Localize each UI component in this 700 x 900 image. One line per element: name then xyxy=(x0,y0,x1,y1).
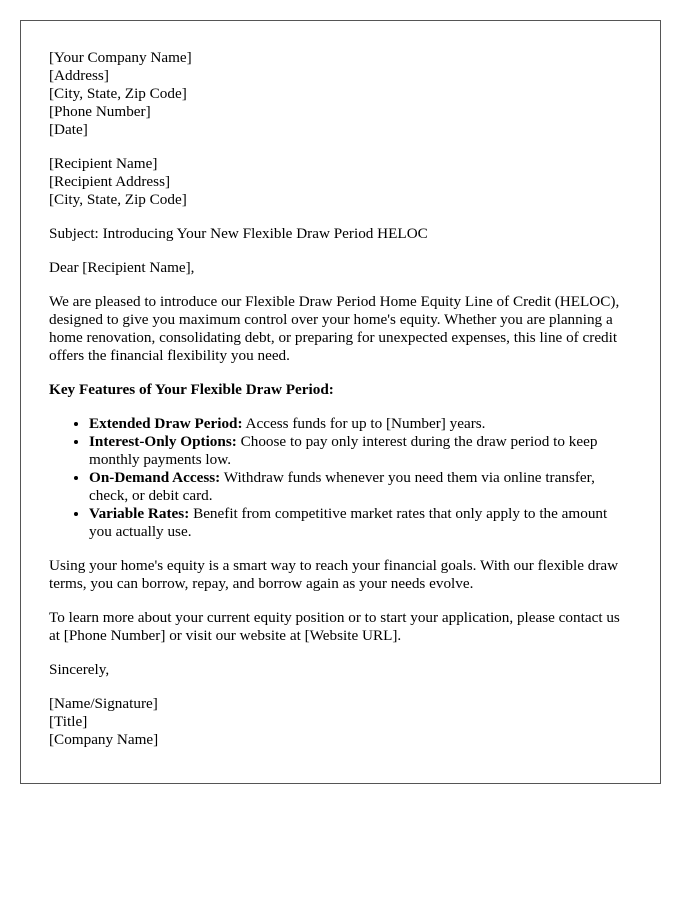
intro-paragraph: We are pleased to introduce our Flexible Draw Period Home Equity Line of Credit (HELOC), designed to give you maximum control over your home's equity. Whether you are planning a home renovation, consolidating debt, or preparing for unexpected expenses, this line of credit offers the financial flexibility you need. xyxy=(49,293,620,364)
recipient-address: [Recipient Address] xyxy=(49,173,171,190)
signature-name: [Name/Signature] xyxy=(49,695,158,712)
feature-title: Interest-Only Options: xyxy=(89,433,237,450)
feature-text: Withdraw funds whenever you need them via online transfer, check, or debit card. xyxy=(89,469,595,504)
feature-item xyxy=(89,415,632,433)
feature-item xyxy=(89,469,632,505)
signature-block xyxy=(49,695,632,749)
recipient-city-state-zip: [City, State, Zip Code] xyxy=(49,191,187,208)
sender-company-name: [Your Company Name] xyxy=(49,49,192,66)
signature-title: [Title] xyxy=(49,713,88,730)
feature-text: Benefit from competitive market rates that only apply to the amount you actually use. xyxy=(89,505,608,540)
feature-title: Variable Rates: xyxy=(89,505,190,522)
salutation: Dear [Recipient Name], xyxy=(49,259,195,276)
closing: Sincerely, xyxy=(49,661,110,678)
letter-date: [Date] xyxy=(49,121,88,138)
feature-item xyxy=(89,433,632,469)
sender-address: [Address] xyxy=(49,67,109,84)
features-list xyxy=(49,415,632,541)
feature-title: Extended Draw Period: xyxy=(89,415,243,432)
feature-item xyxy=(89,505,632,541)
body-paragraph: Using your home's equity is a smart way to reach your financial goals. With our flexible draw terms, you can borrow, repay, and borrow again as your needs evolve. xyxy=(49,557,619,592)
subject-line: Subject: Introducing Your New Flexible Draw Period HELOC xyxy=(49,225,428,242)
feature-text: Access funds for up to [Number] years. xyxy=(242,415,486,432)
signature-company: [Company Name] xyxy=(49,731,159,748)
features-heading: Key Features of Your Flexible Draw Period: xyxy=(49,381,334,398)
letter-page xyxy=(20,20,661,784)
contact-paragraph: To learn more about your current equity position or to start your application, please contact us at [Phone Number] or visit our website at [Website URL]. xyxy=(49,609,620,644)
recipient-name: [Recipient Name] xyxy=(49,155,158,172)
feature-text: Choose to pay only interest during the draw period to keep monthly payments low. xyxy=(89,433,598,468)
recipient-block xyxy=(49,155,632,209)
sender-phone: [Phone Number] xyxy=(49,103,151,120)
sender-block xyxy=(49,49,632,139)
sender-city-state-zip: [City, State, Zip Code] xyxy=(49,85,187,102)
feature-title: On-Demand Access: xyxy=(89,469,221,486)
